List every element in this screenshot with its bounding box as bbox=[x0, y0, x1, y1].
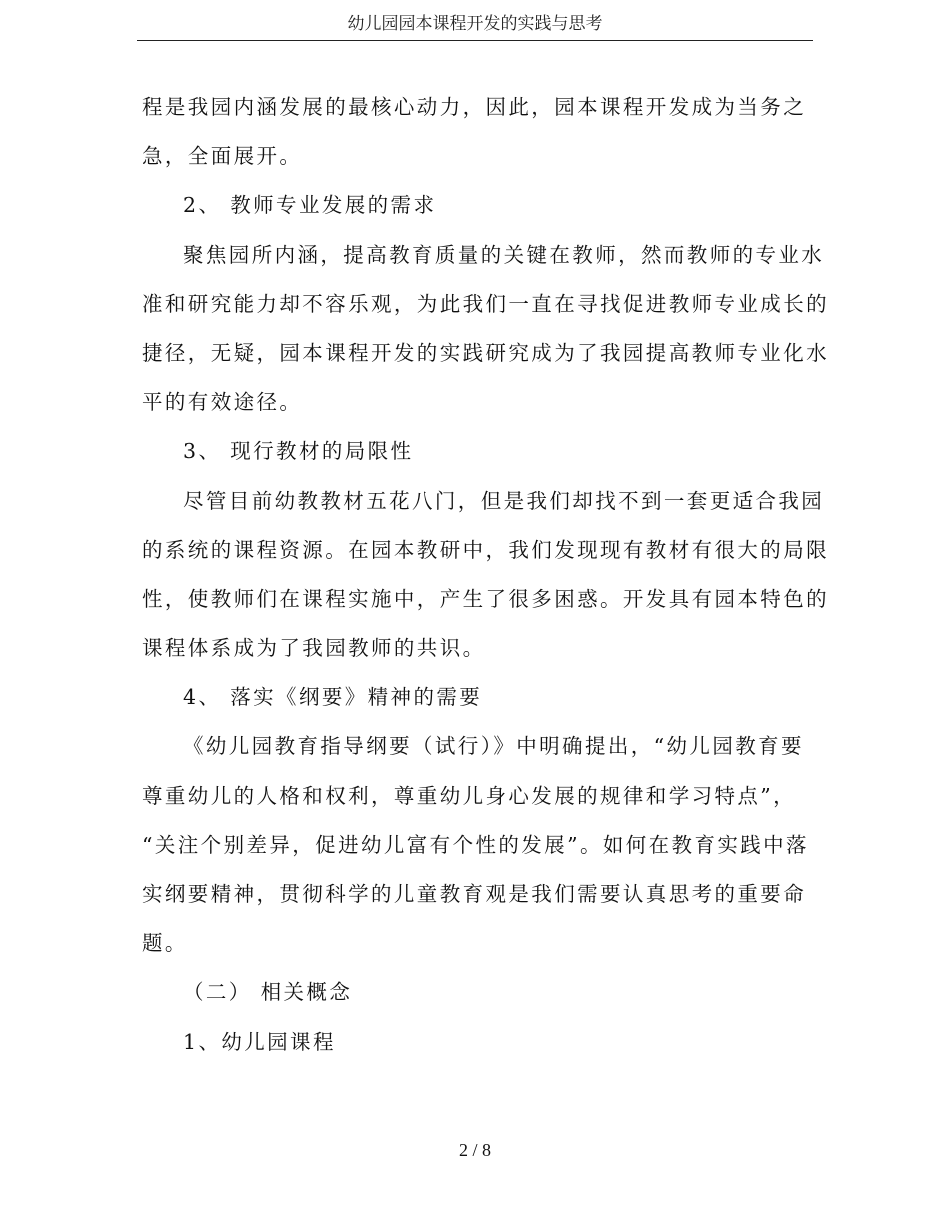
document-title: 幼儿园园本课程开发的实践与思考 bbox=[347, 14, 603, 34]
page-number: 2 / 8 bbox=[458, 1140, 491, 1160]
document-body bbox=[142, 83, 829, 1067]
text-line: “关注个别差异，促进幼儿富有个性的发展”。如何在教育实践中落 bbox=[142, 832, 809, 857]
text-line: 《幼儿园教育指导纲要（试行）》中明确提出，“幼儿园教育要 bbox=[183, 734, 804, 759]
text-line: 题。 bbox=[142, 931, 188, 956]
text-line: 1、幼儿园课程 bbox=[183, 1029, 336, 1054]
text-line: 实纲要精神，贯彻科学的儿童教育观是我们需要认真思考的重要命 bbox=[142, 882, 807, 906]
text-line: 聚焦园所内涵，提高教育质量的关键在教师，然而教师的专业水 bbox=[183, 242, 825, 267]
text-line: 4、 落实《纲要》精神的需要 bbox=[183, 685, 483, 710]
page-header bbox=[137, 10, 813, 41]
text-line: 尊重幼儿的人格和权利，尊重幼儿身心发展的规律和学习特点”， bbox=[142, 783, 797, 808]
text-line: 的系统的课程资源。在园本教研中，我们发现现有教材有很大的局限 bbox=[142, 537, 829, 562]
text-line: 课程体系成为了我园教师的共识。 bbox=[142, 636, 486, 661]
page-footer bbox=[0, 1138, 950, 1162]
text-line: 急，全面展开。 bbox=[142, 144, 303, 169]
text-line: 捷径，无疑，园本课程开发的实践研究成为了我园提高教师专业化水 bbox=[142, 340, 829, 365]
text-line: （二） 相关概念 bbox=[183, 980, 353, 1005]
text-line: 准和研究能力却不容乐观，为此我们一直在寻找促进教师专业成长的 bbox=[142, 291, 829, 316]
text-line: 性，使教师们在课程实施中，产生了很多困惑。开发具有园本特色的 bbox=[142, 586, 829, 611]
text-line: 程是我园内涵发展的最核心动力，因此，园本课程开发成为当务之 bbox=[142, 95, 807, 119]
text-line: 2、 教师专业发展的需求 bbox=[183, 193, 437, 218]
text-line: 平的有效途径。 bbox=[142, 390, 303, 415]
text-line: 3、 现行教材的局限性 bbox=[183, 439, 414, 464]
text-line: 尽管目前幼教教材五花八门，但是我们却找不到一套更适合我园 bbox=[183, 488, 825, 513]
